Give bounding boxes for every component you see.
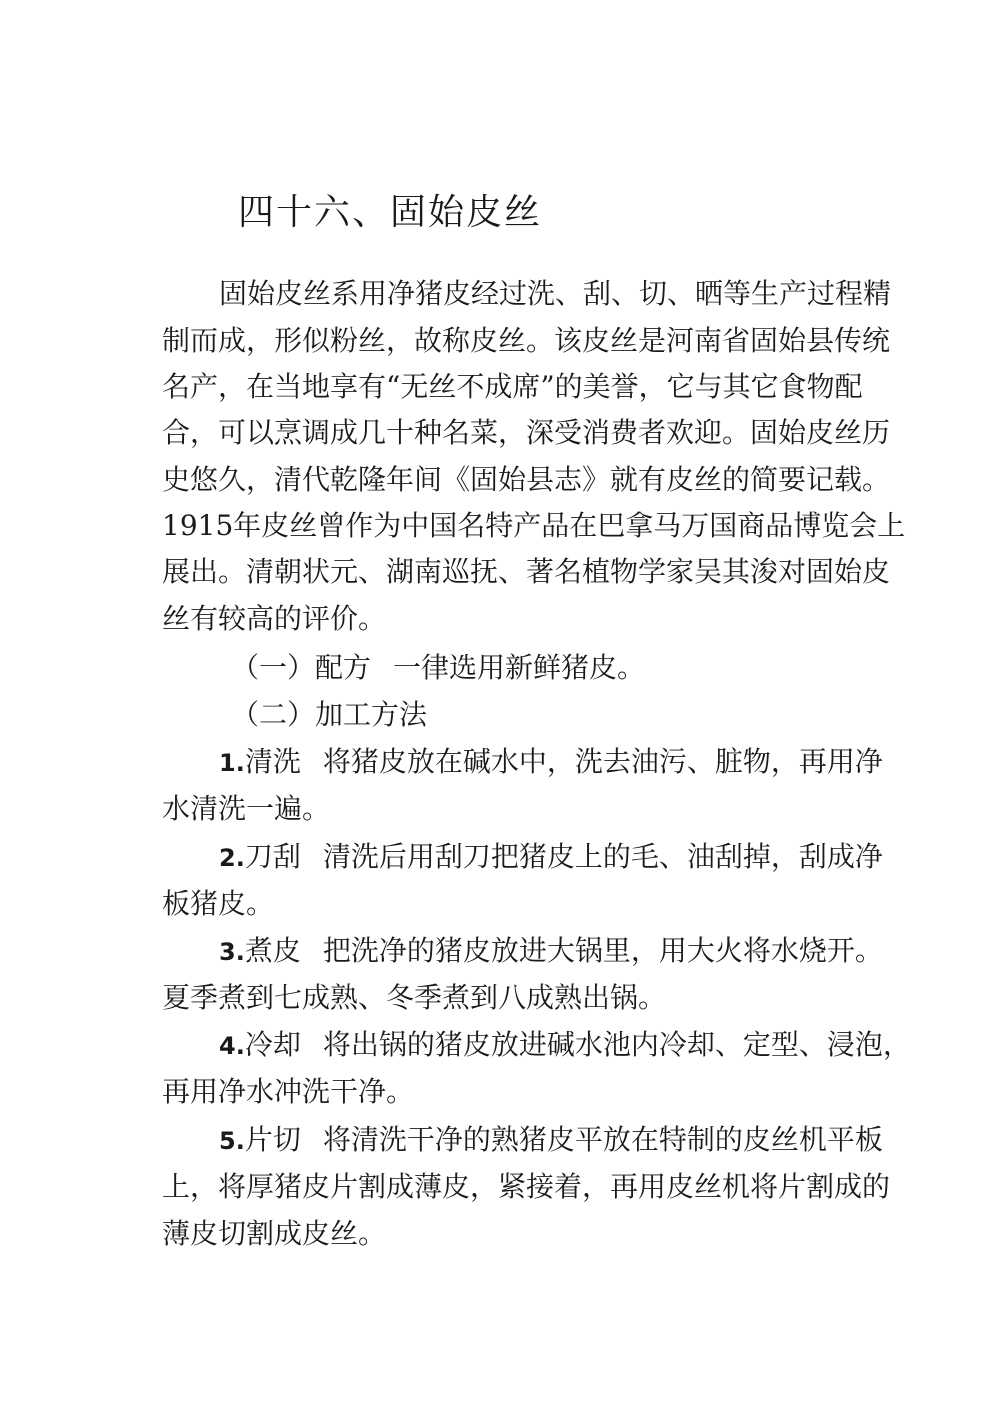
step-5-line-3: 薄皮切割成皮丝。 [162,1217,387,1250]
step-1-line-2: 水清洗一遍。 [162,792,331,825]
step-3-line-1 [219,931,883,972]
intro-line: 合，可以烹调成几十种名菜，深受消费者欢迎。固始皮丝历 [162,416,891,449]
step-5-line-2: 上，将厚猪皮片割成薄皮，紧接着，再用皮丝机将片割成的 [162,1170,891,1203]
intro-line: 制而成，形似粉丝，故称皮丝。该皮丝是河南省固始县传统 [162,324,891,357]
intro-line: 名产，在当地享有“无丝不成席”的美誉，它与其它食物配 [162,370,863,403]
step-name: 冷却 [244,1028,301,1061]
step-3-line-2: 夏季煮到七成熟、冬季煮到八成熟出锅。 [162,981,667,1014]
step-number: 5. [219,1127,245,1155]
step-text: 清洗后用刮刀把猪皮上的毛、油刮掉，刮成净 [322,840,883,873]
step-text: 将清洗干净的熟猪皮平放在特制的皮丝机平板 [322,1123,883,1156]
section-formula [231,648,645,688]
step-text: 将出锅的猪皮放进碱水池内冷却、定型、浸泡， [322,1028,911,1061]
intro-line: 固始皮丝系用净猪皮经过洗、刮、切、晒等生产过程精 [219,277,892,310]
intro-line: 丝有较高的评价。 [162,602,387,635]
step-1-line-1 [219,742,883,783]
step-name: 煮皮 [244,934,301,967]
step-name: 刀刮 [244,840,301,873]
step-4-line-2: 再用净水冲洗干净。 [162,1075,415,1108]
step-name: 片切 [244,1123,301,1156]
step-text: 将猪皮放在碱水中，洗去油污、脏物，再用净 [322,745,883,778]
step-2-line-1 [219,837,883,878]
step-2-line-2: 板猪皮。 [162,887,275,920]
step-number: 4. [219,1032,245,1060]
intro-line: 展出。清朝状元、湖南巡抚、著名植物学家吴其浚对固始皮 [162,555,891,588]
page-title: 四十六、固始皮丝 [238,192,543,233]
step-text: 把洗净的猪皮放进大锅里，用大火将水烧开。 [322,934,883,967]
section-formula-text: 一律选用新鲜猪皮。 [393,651,646,684]
step-5-line-1 [219,1120,883,1161]
intro-line: 1915年皮丝曾作为中国名特产品在巴拿马万国商品博览会上 [162,509,906,542]
section-formula-label: （一）配方 [231,651,372,684]
intro-line: 史悠久，清代乾隆年间《固始县志》就有皮丝的简要记载。 [162,463,891,496]
section-process-heading: （二）加工方法 [231,698,428,731]
step-number: 2. [219,844,245,872]
step-number: 1. [219,749,245,777]
step-4-line-1 [219,1025,911,1066]
step-number: 3. [219,938,245,966]
step-name: 清洗 [244,745,301,778]
